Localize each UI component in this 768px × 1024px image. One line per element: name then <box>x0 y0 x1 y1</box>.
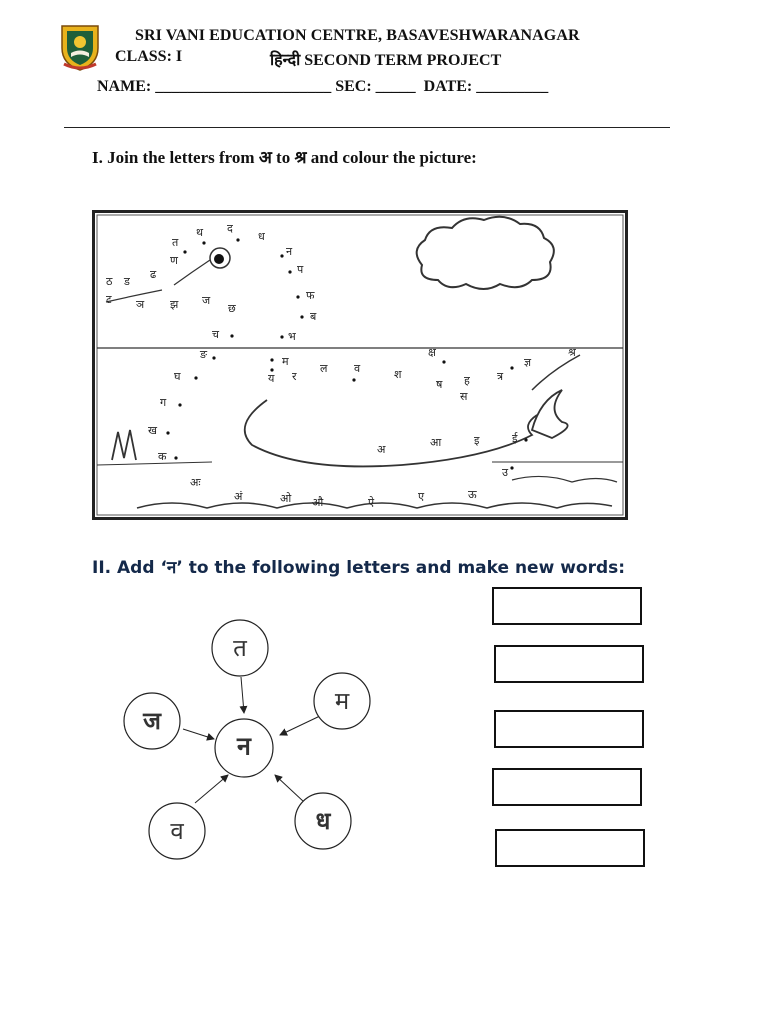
svg-text:ण: ण <box>170 254 178 267</box>
svg-text:उ: उ <box>502 466 509 479</box>
svg-text:ठ: ठ <box>106 275 113 288</box>
answer-box[interactable] <box>492 587 642 625</box>
header-divider <box>64 127 670 128</box>
svg-text:श्र: श्र <box>568 346 576 359</box>
svg-text:क: क <box>158 450 167 463</box>
svg-text:इ: इ <box>474 434 480 447</box>
svg-text:ल: ल <box>320 362 328 375</box>
svg-text:भ: भ <box>288 330 296 343</box>
svg-text:ढ: ढ <box>150 268 157 281</box>
svg-text:आ: आ <box>430 436 442 449</box>
svg-text:र: र <box>292 370 297 383</box>
svg-text:ट: ट <box>106 293 112 306</box>
svg-text:क्ष: क्ष <box>428 346 436 359</box>
student-details-line: NAME: ______________________ SEC: _____ DATE: _________ <box>97 78 549 95</box>
svg-text:फ: फ <box>306 289 315 302</box>
svg-text:स: स <box>460 390 468 403</box>
svg-text:ह: ह <box>464 374 470 387</box>
svg-text:औ: औ <box>312 496 324 509</box>
svg-text:अं: अं <box>234 490 243 503</box>
svg-text:थ: थ <box>196 226 204 239</box>
svg-text:न: न <box>286 245 293 258</box>
svg-text:घ: घ <box>174 370 181 383</box>
svg-text:ञ: ञ <box>136 298 145 311</box>
svg-text:ङ: ङ <box>200 348 208 361</box>
section-1-prompt: I. Join the letters from अ to श्र and colour the picture: <box>92 148 477 167</box>
svg-text:श: श <box>394 368 402 381</box>
letter-ja: ज <box>143 707 161 735</box>
section-2-prompt: II. Add ‘न’ to the following letters and make new words: <box>92 558 626 578</box>
svg-text:अः: अः <box>190 476 201 489</box>
svg-text:ई: ई <box>512 432 518 445</box>
svg-text:च: च <box>212 328 219 341</box>
letter-va: व <box>170 817 184 845</box>
class-label: CLASS: I <box>115 48 183 65</box>
svg-text:ओ: ओ <box>280 492 292 505</box>
svg-text:प: प <box>297 263 304 276</box>
svg-text:ग: ग <box>160 396 167 409</box>
svg-text:झ: झ <box>170 298 179 311</box>
dot-to-dot-picture <box>92 210 628 520</box>
svg-text:द: द <box>227 222 233 235</box>
svg-text:ख: ख <box>148 424 157 437</box>
svg-text:ज: ज <box>202 294 211 307</box>
center-letter: न <box>237 731 251 761</box>
letter-ma: म <box>334 687 350 715</box>
svg-text:ऊ: ऊ <box>468 488 477 501</box>
svg-text:त: त <box>172 236 179 249</box>
svg-text:ध: ध <box>258 230 265 243</box>
answer-box[interactable] <box>494 645 644 683</box>
letter-combination-diagram <box>110 610 390 870</box>
svg-text:छ: छ <box>228 302 236 315</box>
svg-text:ब: ब <box>310 310 317 323</box>
svg-text:ऐ: ऐ <box>368 496 375 509</box>
answer-box[interactable] <box>492 768 642 806</box>
svg-text:अ: अ <box>377 443 386 456</box>
svg-text:ज्ञ: ज्ञ <box>524 356 532 369</box>
answer-box[interactable] <box>494 710 644 748</box>
svg-text:ड: ड <box>124 275 130 288</box>
svg-text:व: व <box>354 362 361 375</box>
school-logo <box>58 22 102 72</box>
svg-text:म: म <box>282 355 289 368</box>
svg-text:ष: ष <box>436 378 443 391</box>
svg-text:त्र: त्र <box>497 370 504 383</box>
letter-ta: त <box>233 634 247 662</box>
answer-box[interactable] <box>495 829 645 867</box>
letter-dha: ध <box>315 807 331 835</box>
project-title: हिन्दी SECOND TERM PROJECT <box>270 52 502 69</box>
svg-text:ए: ए <box>418 490 425 503</box>
school-name: SRI VANI EDUCATION CENTRE, BASAVESHWARANAGAR <box>135 27 580 44</box>
svg-text:य: य <box>268 372 275 385</box>
